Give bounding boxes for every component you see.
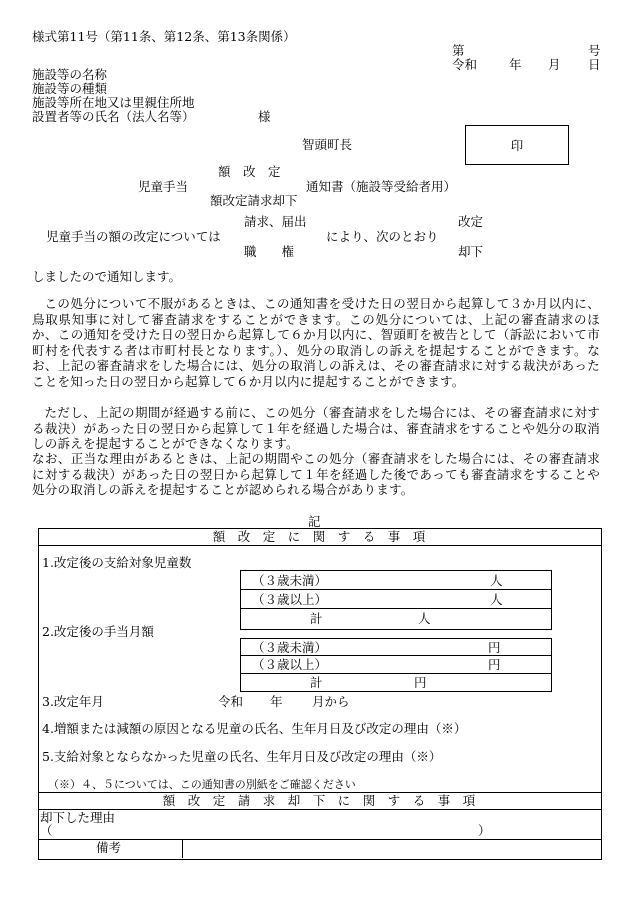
remarks-label: 備考 (96, 840, 122, 855)
request-option: 請求、届出 (244, 214, 307, 229)
item3-year: 年 (270, 694, 283, 709)
date-month: 月 (548, 57, 561, 72)
divider (182, 839, 183, 858)
footnote: （※）４、５については、この通知書の別紙をご確認ください (48, 778, 356, 791)
body-lead: 児童手当の額の改定については (46, 229, 221, 244)
item1-label: 1.改定後の支給対象児童数 (42, 555, 192, 570)
section2-header: 額 改 定 請 求 却 下 に 関 す る 事 項 (162, 793, 476, 808)
title-line3: 額改定請求却下 (210, 193, 298, 208)
item1-total-unit: 人 (418, 611, 431, 626)
item3-label: 3.改定年月 (42, 694, 104, 709)
issuer: 智頭町長 (302, 137, 353, 152)
item2-total-label: 計 (310, 675, 323, 690)
founder-name-label: 設置者等の氏名（法人名等） (32, 109, 195, 124)
seal-box (465, 125, 569, 165)
doc-no-dai: 第 (452, 43, 465, 58)
item2-under3-unit: 円 (488, 640, 501, 655)
rejection-reason-label: 却下した理由 (40, 810, 116, 825)
rejection-open-paren: （ (40, 823, 53, 838)
item1-total-label: 計 (310, 611, 323, 626)
divider (38, 545, 601, 546)
item1-under3-label: （３歳未満） (252, 573, 328, 588)
item2-under3-label: （３歳未満） (252, 640, 328, 655)
title-line2: 通知書（施設等受給者用） (306, 179, 457, 194)
divider (38, 809, 601, 810)
facility-name-label: 施設等の名称 (32, 67, 108, 82)
item4-label: 4.増額または減額の原因となる児童の氏名、生年月日及び改定の理由（※） (42, 721, 467, 736)
body-middle: により、次のとおり (326, 229, 439, 244)
item1-under3-unit: 人 (490, 573, 503, 588)
title-prefix: 児童手当 (138, 179, 189, 194)
ki-label: 記 (308, 514, 321, 529)
section1-header: 額 改 定 に 関 す る 事 項 (212, 529, 426, 544)
appeal-paragraph-1: この処分について不服があるときは、この通知書を受けた日の翌日から起算して３か月以内に、鳥取県知事に対して審査請求をすることができます。この処分については、上記の審査請求のほか、この通知を受けた日の翌日から起算して６か月以内に、智頭町を被告として（訴訟において市町村を代表する者は市町村長となります。）、処分の取消しの訴えを提起することができます。なお、上記の審査請求をした場合には、処分の取消しの訴えは、その審査請求に対する裁決があったことを知った日の翌日から起算して６か月以内に提起することができます。 (32, 296, 600, 389)
seal-label: 印 (510, 138, 524, 153)
item2-over3-label: （３歳以上） (252, 657, 328, 672)
date-day: 日 (588, 57, 601, 72)
addressee-suffix: 様 (258, 109, 271, 124)
date-year: 年 (509, 57, 522, 72)
facility-address-label: 施設等所在地又は里親住所地 (32, 95, 195, 110)
title-line1: 額 改 定 (218, 164, 281, 179)
item2-over3-unit: 円 (488, 657, 501, 672)
divider (38, 839, 601, 840)
divider (240, 589, 551, 590)
ex-officio-option: 職 権 (244, 244, 295, 259)
item1-over3-label: （３歳以上） (252, 592, 328, 607)
divider (240, 608, 551, 609)
result-option-reject: 却下 (458, 244, 484, 259)
item2-total-unit: 円 (414, 675, 427, 690)
item1-over3-unit: 人 (490, 592, 503, 607)
rejection-close-paren: ） (478, 823, 491, 838)
item2-label: 2.改定後の手当月額 (42, 624, 154, 639)
divider (240, 673, 551, 674)
date-era: 令和 (452, 57, 478, 72)
form-number: 様式第11号（第11条、第12条、第13条関係） (32, 29, 296, 44)
item3-era: 令和 (218, 694, 244, 709)
item5-label: 5.支給対象とならなかった児童の氏名、生年月日及び改定の理由（※） (42, 749, 442, 764)
appeal-paragraph-2: ただし、上記の期間が経過する前に、この処分（審査請求をした場合には、その審査請求に対する裁決）があった日の翌日から起算して１年を経過した場合は、審査請求をすることや処分の取消しの訴えを提起することができなくなります。 (32, 405, 600, 451)
item3-month: 月から (312, 694, 350, 709)
notice-end: しましたので通知します。 (32, 269, 182, 284)
doc-no-go: 号 (588, 43, 601, 58)
result-option-revise: 改定 (458, 214, 484, 229)
appeal-paragraph-3: なお、正当な理由があるときは、上記の期間やこの処分（審査請求をした場合には、その審査請求に対する裁決）があった日の翌日から起算して１年を経過した後であっても審査請求をすることや処分の取消しの訴えを提起することが認められる場合があります。 (32, 451, 600, 497)
facility-type-label: 施設等の種類 (32, 81, 108, 96)
